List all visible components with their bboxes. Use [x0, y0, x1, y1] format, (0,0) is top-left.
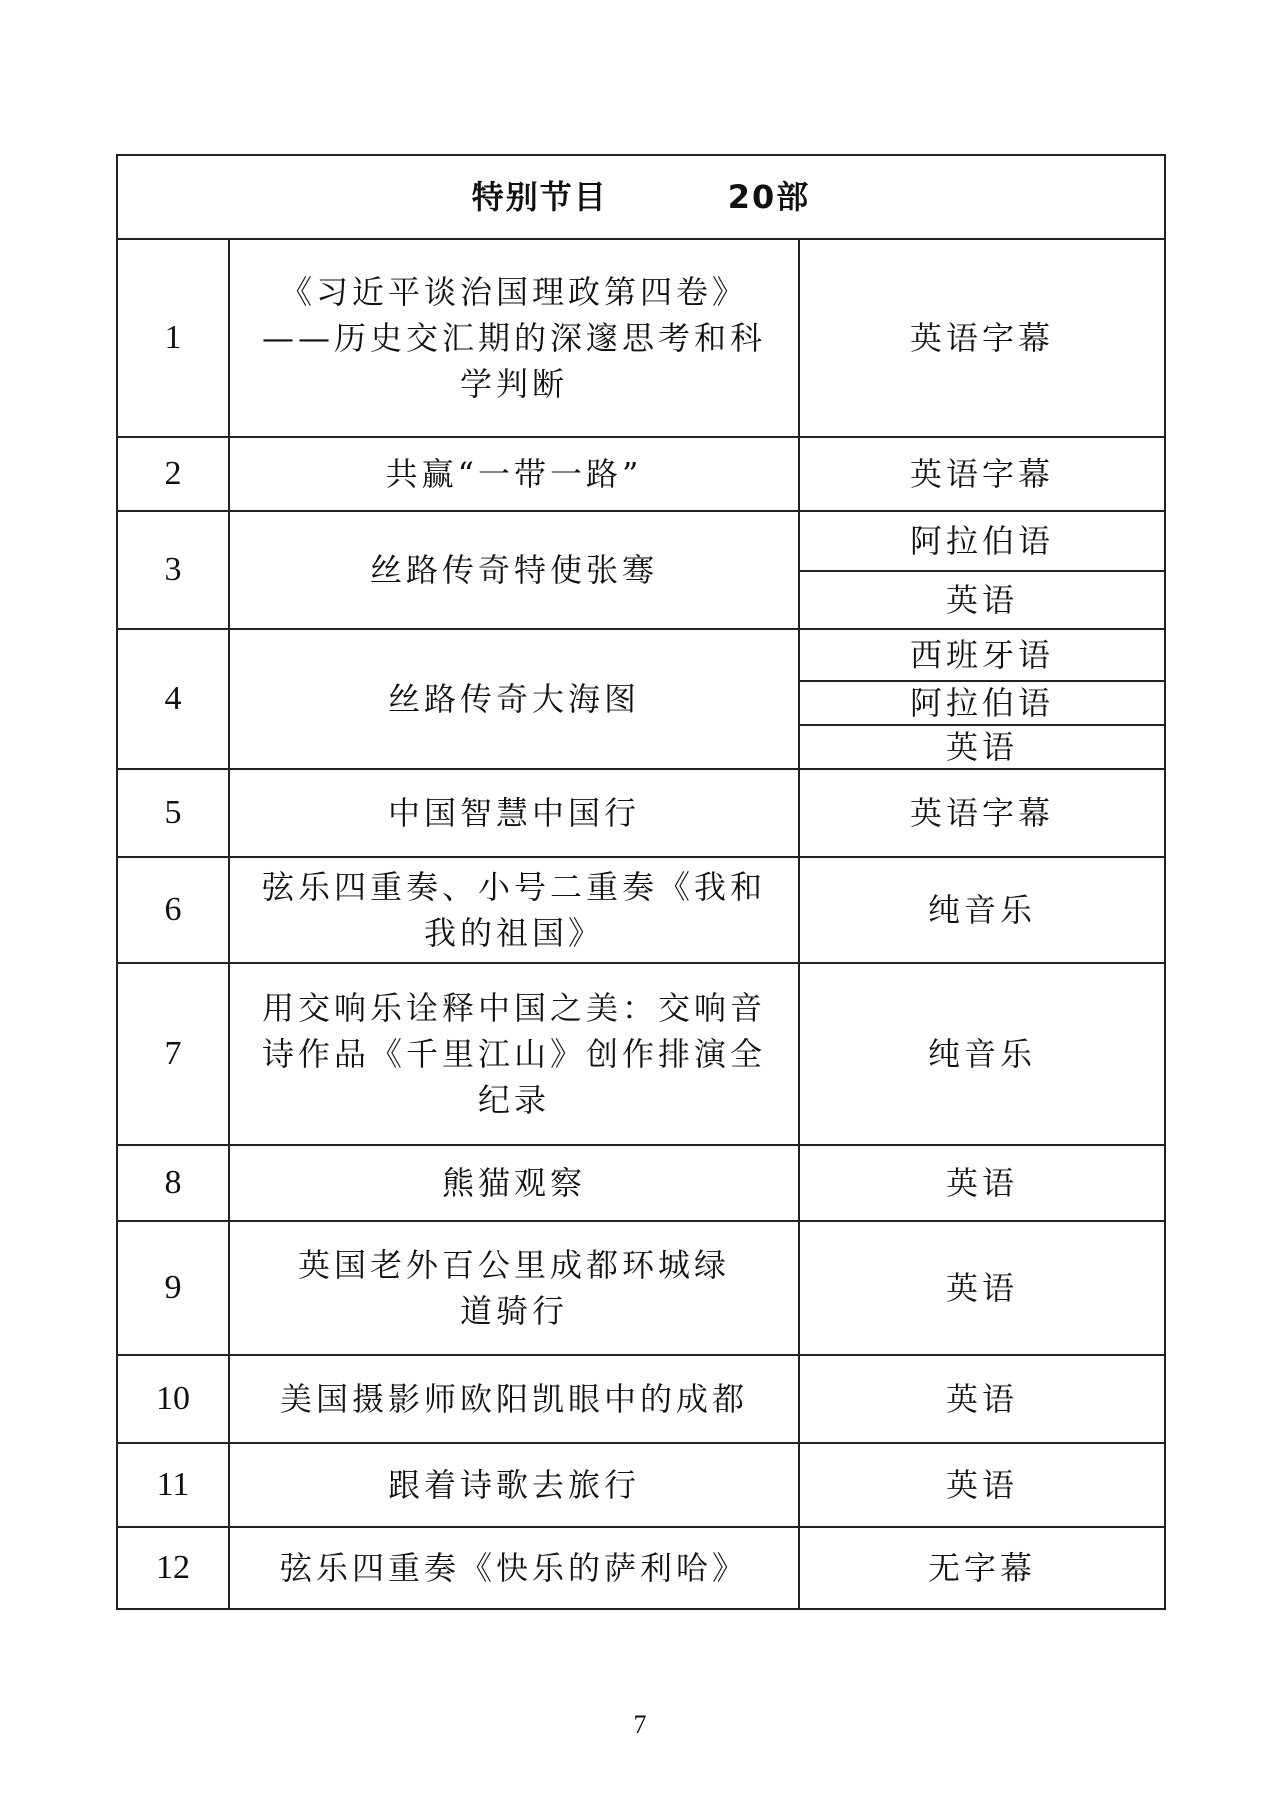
table-row: [117, 511, 1165, 629]
row-language: 英语字幕: [799, 437, 1165, 511]
section-count: 20部: [727, 178, 811, 216]
row-number: 6: [117, 857, 229, 963]
row-language: 英语字幕: [799, 239, 1165, 437]
row-title: 跟着诗歌去旅行: [229, 1443, 799, 1527]
row-number: 12: [117, 1527, 229, 1609]
row-title: 共赢“一带一路”: [229, 437, 799, 511]
table-row: [117, 857, 1165, 963]
row-title: 中国智慧中国行: [229, 769, 799, 857]
row-title: 用交响乐诠释中国之美：交响音诗作品《千里江山》创作排演全纪录: [229, 963, 799, 1145]
row-language: 英语: [799, 1221, 1165, 1355]
row-language: 阿拉伯语: [800, 682, 1164, 726]
table-row: [117, 963, 1165, 1145]
row-number: 9: [117, 1221, 229, 1355]
table-row: [117, 769, 1165, 857]
table-row: [117, 629, 1165, 769]
row-title: 丝路传奇大海图: [229, 629, 799, 769]
row-number: 5: [117, 769, 229, 857]
row-language: 英语: [946, 728, 1019, 766]
table-row: [117, 437, 1165, 511]
row-number: 2: [117, 437, 229, 511]
row-language: 阿拉伯语: [800, 512, 1164, 572]
row-number: 10: [117, 1355, 229, 1443]
row-title: 美国摄影师欧阳凯眼中的成都: [229, 1355, 799, 1443]
row-title: 英国老外百公里成都环城绿道骑行: [229, 1221, 799, 1355]
row-language: 西班牙语: [800, 630, 1164, 682]
table-row: [117, 1443, 1165, 1527]
table-row: [117, 1355, 1165, 1443]
row-language-group: [799, 511, 1165, 629]
page-number: 7: [633, 1710, 647, 1739]
row-number: 3: [117, 511, 229, 629]
row-language: 英语: [799, 1145, 1165, 1221]
row-number: 4: [117, 629, 229, 769]
row-language: 英语: [946, 581, 1019, 619]
row-language: 英语: [799, 1443, 1165, 1527]
row-title: 熊猫观察: [229, 1145, 799, 1221]
row-language: 纯音乐: [799, 857, 1165, 963]
table-row: [117, 1221, 1165, 1355]
row-number: 8: [117, 1145, 229, 1221]
row-number: 11: [117, 1443, 229, 1527]
row-title: 丝路传奇特使张骞: [229, 511, 799, 629]
table-row: [117, 239, 1165, 437]
row-language: 无字幕: [799, 1527, 1165, 1609]
table-row: [117, 1527, 1165, 1609]
row-language: 英语: [799, 1355, 1165, 1443]
row-language: 纯音乐: [799, 963, 1165, 1145]
row-title: 弦乐四重奏、小号二重奏《我和我的祖国》: [229, 857, 799, 963]
row-number: 7: [117, 963, 229, 1145]
table-header-row: [117, 155, 1165, 239]
row-language: 英语字幕: [799, 769, 1165, 857]
table-row: [117, 1145, 1165, 1221]
section-header: [117, 155, 1165, 239]
program-table: [116, 154, 1166, 1610]
section-title: 特别节目: [471, 178, 608, 216]
row-language-group: [799, 629, 1165, 769]
row-title: 《习近平谈治国理政第四卷》——历史交汇期的深邃思考和科学判断: [229, 239, 799, 437]
row-number: 1: [117, 239, 229, 437]
row-title: 弦乐四重奏《快乐的萨利哈》: [229, 1527, 799, 1609]
